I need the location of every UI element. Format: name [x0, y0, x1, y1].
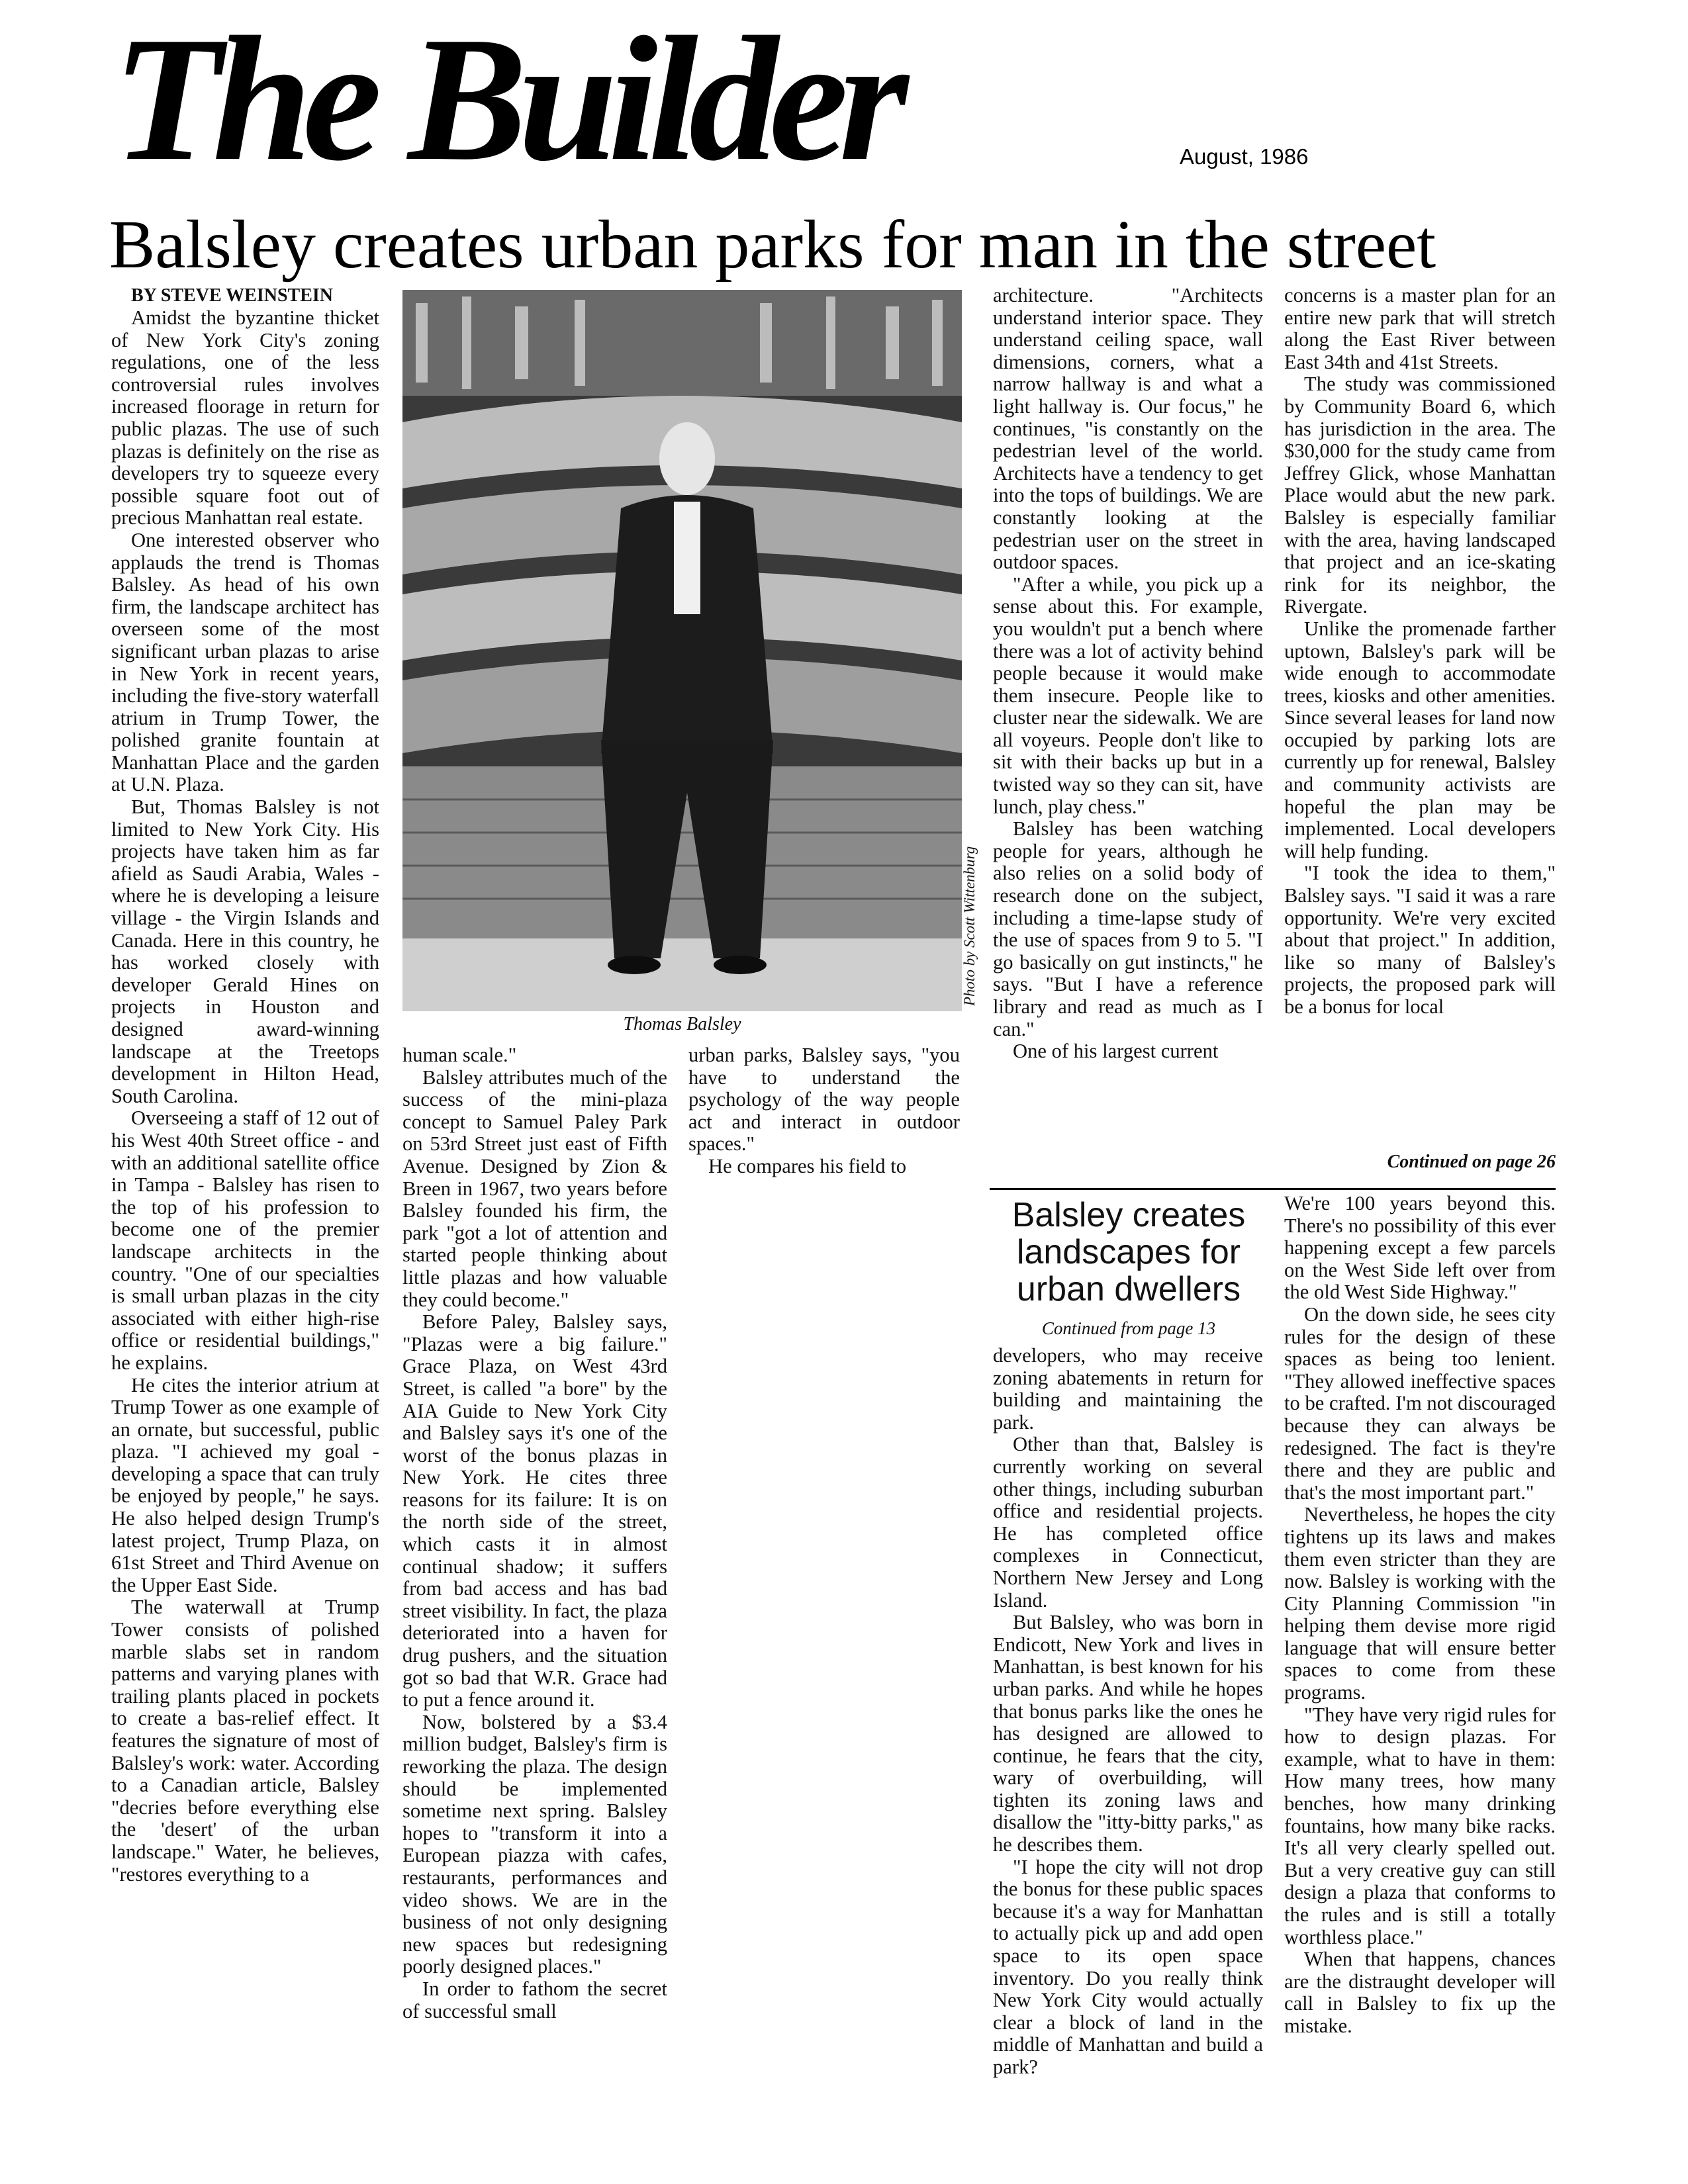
paragraph: Now, bolstered by a $3.4 million budget, Balsley's firm is reworking the plaza. The design should be implemented sometime next spring. Balsley hopes to "transform it into a European piazza with cafes, restaurants, performances and video shows. We are in the business of not only designing new spaces but redesigning poorly designed places."	[402, 1710, 667, 1978]
article-column-3	[688, 1044, 960, 1178]
article-column-2	[402, 1044, 667, 2023]
paragraph: He cites the interior atrium at Trump Tower as one example of an ornate, but successful, public plaza. "I achieved my goal - developing a space that can truly be enjoyed by people," he says. He also helped design Trump's latest project, Trump Plaza, on 61st Street and Third Avenue on the Upper East Side.	[111, 1373, 379, 1596]
paragraph: "After a while, you pick up a sense about this. For example, you wouldn't put a bench where there was a lot of activity behind people because it would make them insecure. People like to cluster near the sidewalk. We are all voyeurs. People don't like to sit with their backs up but in a twisted way so they can sit, have lunch, play chess."	[993, 572, 1263, 818]
paragraph: One interested observer who applauds the trend is Thomas Balsley. As head of his own firm, the landscape architect has overseen some of the most significant urban plazas to arise in New York in recent years, including the five-story waterfall atrium in Trump Tower, the polished granite fountain at Manhattan Place and the garden at U.N. Plaza.	[111, 528, 379, 796]
paragraph: concerns is a master plan for an entire new park that will stretch along the East River between East 34th and 41st Streets.	[1284, 284, 1556, 373]
paragraph: "I hope the city will not drop the bonus for these public spaces because it's a way for Manhattan to actually pick up and add open space to its open space inventory. Do you really think New York City would actually clear a block of land in the middle of Manhattan and build a park?	[993, 1855, 1263, 2078]
paragraph: Nevertheless, he hopes the city tightens up its laws and makes them even stricter than they are now. Balsley is working with the City Planning Commission "in helping them devise more rigid language that will ensure better spaces to come from these programs.	[1284, 1503, 1556, 1704]
paragraph: Balsley attributes much of the success of the mini-plaza concept to Samuel Paley Park on 53rd Street just east of Fifth Avenue. Designed by Zion & Breen in 1967, two years before Balsley founded his firm, the park "got a lot of attention and started people thinking about little plazas and how valuable they could become."	[402, 1066, 667, 1311]
issue-date: August, 1986	[1180, 144, 1309, 169]
continuation-headline: Balsley creates landscapes for urban dwellers	[1011, 1196, 1246, 1308]
paragraph: Before Paley, Balsley says, "Plazas were a big failure." Grace Plaza, on West 43rd Street, is called "a bore" by the AIA Guide to New York City and Balsley says it's one of the worst of the bonus plazas in New York. He cites three reasons for its failure: It is on the north side of the street, which casts it in almost continual shadow; it suffers from bad access and has bad street visibility. In fact, the plaza deteriorated into a haven for drug pushers, and the situation got so bad that W.R. Grace had to put a fence around it.	[402, 1310, 667, 1711]
continued-from-note: Continued from page 13	[1041, 1318, 1216, 1338]
paragraph: urban parks, Balsley says, "you have to understand the psychology of the way people act and interact in outdoor spaces."	[688, 1044, 960, 1156]
paragraph: Unlike the promenade farther uptown, Balsley's park will be wide enough to accommodate trees, kiosks and other amenities. Since several leases for land now occupied by parking lots are currently up for renewal, Balsley and community activists are hopeful the plan may be implemented. Local developers will help funding.	[1284, 617, 1556, 862]
continuation-column-1	[993, 1345, 1263, 2079]
paragraph: One of his largest current	[1013, 1040, 1219, 1063]
paragraph: architecture. "Architects understand interior space. They understand ceiling space, wall dimensions, corners, what a narrow hallway is and what a light hallway is. Our focus," he continues, "is constantly on the pedestrian level of the world. Architects have a tendency to get into the tops of buildings. We are constantly looking at the pedestrian user on the street in outdoor spaces.	[993, 284, 1263, 574]
paragraph: "I took the idea to them," Balsley says. "I said it was a rare opportunity. We're very excited about that project." In addition, like so many of Balsley's projects, the proposed park will be a bonus for local	[1284, 862, 1556, 1018]
paragraph: But Balsley, who was born in Endicott, New York and lives in Manhattan, is best known for his urban parks. And while he hopes that bonus parks like the ones he has designed are allowed to continue, he fears that the city, wary of overbuilding, will tighten its zoning laws and disallow the "itty-bitty parks," as he describes them.	[993, 1611, 1263, 1856]
paragraph: The waterwall at Trump Tower consists of polished marble slabs set in random patterns and varying planes with trailing plants placed in pockets to create a bas-relief effect. It features the signature of most of Balsley's work: water. According to a Canadian article, Balsley "decries before everything else the 'desert' of the urban landscape." Water, he believes, "restores everything to a	[111, 1596, 379, 1886]
continued-on-note: Continued on page 26	[1387, 1152, 1556, 1172]
paragraph: Balsley has been watching people for years, although he also relies on a solid body of research done on the subject, including a time-lapse study of the use of spaces from 9 to 5. "I go basically on gut instincts," he says. "But I have a reference library and read as much as I can."	[993, 817, 1263, 1040]
paragraph: But, Thomas Balsley is not limited to New York City. His projects have taken him as far afield as Saudi Arabia, Wales - where he is developing a leisure village - the Virgin Islands and Canada. Here in this country, he has worked closely with developer Gerald Hines on projects in Houston and designed award-winning landscape at the Treetops development in Hilton Head, South Carolina.	[111, 796, 379, 1107]
article-column-1	[111, 285, 379, 1886]
paragraph: Overseeing a staff of 12 out of his West 40th Street office - and with an additional satellite office in Tampa - Balsley has risen to the top of his profession to become one of the premier landscape architects in the country. "One of our specialties is small urban plazas in the city associated with either high-rise office or residential buildings," he explains.	[111, 1107, 379, 1374]
article-column-5	[1284, 285, 1556, 1019]
paragraph: Other than that, Balsley is currently working on several other things, including suburban office and residential projects. He has completed office complexes in Connecticut, Northern New Jersey and Long Island.	[993, 1433, 1263, 1612]
photo-credit	[961, 768, 988, 1006]
fountain-portrait-image	[402, 290, 962, 1011]
paragraph: developers, who may receive zoning abatements in return for building and maintaining the park.	[993, 1344, 1263, 1433]
photo-caption: Thomas Balsley	[623, 1014, 741, 1034]
paragraph: "They have very rigid rules for how to design plazas. For example, what to have in them: How many trees, how many benches, how many drinking fountains, how many bike racks. It's all very clearly spelled out. But a very creative guy can still design a plaza that conforms to the rules and is still a totally worthless place."	[1284, 1703, 1556, 1948]
paragraph: The study was commissioned by Community Board 6, which has jurisdiction in the area. The $30,000 for the study came from Jeffrey Glick, whose Manhattan Place would abut the new park. Balsley is especially familiar with the area, having landscaped that project and an ice-skating rink for its neighbor, the Rivergate.	[1284, 373, 1556, 618]
masthead-title: The Builder	[113, 0, 900, 198]
paragraph: He compares his field to	[708, 1154, 907, 1177]
portrait-photo	[402, 290, 962, 1011]
headline: Balsley creates urban parks for man in the street	[109, 206, 1436, 283]
paragraph: On the down side, he sees city rules for the design of these spaces as being too lenient. "They allowed ineffective spaces to be crafted. I'm not discouraged because they can always be redesigned. The fact is they're there and they are public and that's the most important part."	[1284, 1302, 1556, 1504]
photo-credit-text: Photo by Scott Wittenburg	[961, 846, 978, 1006]
section-divider	[990, 1188, 1556, 1190]
paragraph: When that happens, chances are the distraught developer will call in Balsley to fix up the mistake.	[1284, 1948, 1556, 2037]
continuation-column-2	[1284, 1193, 1556, 2038]
byline: BY STEVE WEINSTEIN	[131, 285, 334, 306]
article-column-4	[993, 285, 1263, 1063]
paragraph: Amidst the byzantine thicket of New York City's zoning regulations, one of the less controversial rules involves increased floorage in return for public plazas. The use of such plazas is definitely on the rise as developers try to squeeze every possible square foot out of precious Manhattan real estate.	[111, 306, 379, 529]
paragraph: In order to fathom the secret of successful small	[402, 1977, 667, 2023]
paragraph: human scale."	[402, 1044, 517, 1066]
paragraph: We're 100 years beyond this. There's no possibility of this ever happening except a few parcels on the West Side left over from the old West Side Highway."	[1284, 1192, 1556, 1304]
